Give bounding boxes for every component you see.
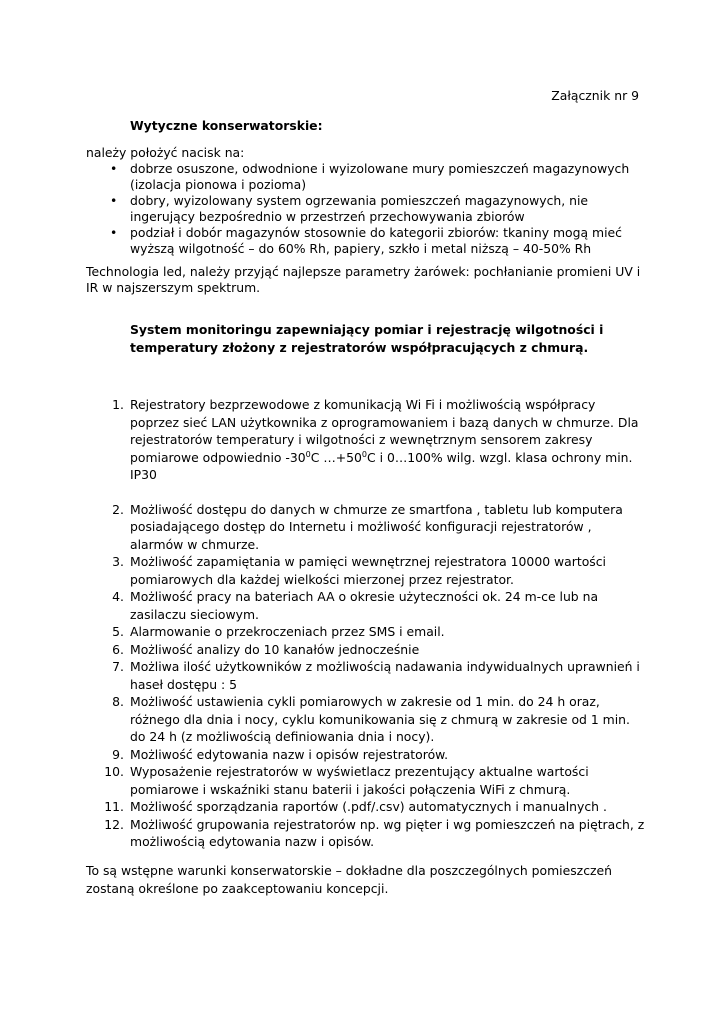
list-number: 11. xyxy=(104,799,124,814)
heading-monitoring: System monitoringu zapewniający pomiar i rejestrację wilgotności i temperatury złożony z rejestratorów współpracujących z chmurą. xyxy=(130,322,604,355)
intro-text: należy położyć nacisk na: xyxy=(86,145,245,160)
list-number: 5. xyxy=(112,624,124,639)
list-item xyxy=(86,641,646,659)
list-text: Możliwość ustawienia cykli pomiarowych w zakresie od 1 min. do 24 h oraz, różnego dla dnia i nocy, cyklu komunikowania się z chmurą w zakresie od 1 min. do 24 h (z możliwością definiowania dnia i nocy). xyxy=(130,694,630,744)
list-item xyxy=(86,501,646,554)
list-item xyxy=(86,588,646,623)
list-number: 3. xyxy=(112,554,124,569)
list-text: Możliwość zapamiętania w pamięci wewnętrznej rejestratora 10000 wartości pomiarowych dla każdej wielkości mierzonej przez rejestrator. xyxy=(130,554,606,587)
list-text: Możliwość pracy na bateriach AA o okresie użyteczności ok. 24 m-ce lub na zasilaczu sieciowym. xyxy=(130,589,599,622)
final-paragraph: To są wstępne warunki konserwatorskie – dokładne dla poszczególnych pomieszczeń zostaną określone po zaakceptowaniu koncepcji. xyxy=(86,863,612,896)
list-text-part: C i 0…100% wilg. wzgl. klasa ochrony min. IP30 xyxy=(130,449,633,482)
list-text: Alarmowanie o przekroczeniach przez SMS i email. xyxy=(130,624,445,639)
list-item xyxy=(86,763,646,798)
annex-label: Załącznik nr 9 xyxy=(551,88,639,103)
led-paragraph: Technologia led, należy przyjąć najlepsze parametry żarówek: pochłanianie promieni UV i IR w najszerszym spektrum. xyxy=(86,264,641,295)
list-item xyxy=(86,746,646,764)
list-number: 9. xyxy=(112,746,124,762)
bullet-marker: • xyxy=(110,225,118,240)
list-text: Możliwość grupowania rejestratorów np. wg pięter i wg pomieszczeń na piętrach, z możliwością edytowania nazw i opisów. xyxy=(130,816,645,849)
bullet-text: dobrze osuszone, odwodnione i wyizolowane mury pomieszczeń magazynowych (izolacja pionowa i pozioma) xyxy=(130,161,630,192)
list-number: 8. xyxy=(112,694,124,709)
list-item xyxy=(86,553,646,588)
list-item xyxy=(86,658,646,693)
list-number: 1. xyxy=(112,397,124,412)
list-text: Możliwość edytowania nazw i opisów rejestratorów. xyxy=(130,746,449,762)
bullet-text: podział i dobór magazynów stosownie do kategorii zbiorów: tkaniny mogą mieć wyższą wilgotność – do 60% Rh, papiery, szkło i metal niższą – 40-50% Rh xyxy=(130,225,622,256)
list-number: 2. xyxy=(112,501,124,517)
bullet-item xyxy=(86,225,646,257)
list-item xyxy=(86,798,646,816)
list-number: 4. xyxy=(112,589,124,604)
list-text xyxy=(130,397,639,482)
list-text-part: Rejestratory bezprzewodowe z komunikacją Wi Fi i możliwością współpracy poprzez sieć LAN użytkownika z oprogramowaniem i bazą danych w chmurze. Dla rejestratorów temperatury i wilgotności z wewnętrznym sensorem zakresy pomiarowe odpowiednio -30 xyxy=(130,397,639,465)
superscript: 0 xyxy=(305,449,311,459)
list-item xyxy=(86,396,646,484)
numbered-list xyxy=(86,396,646,851)
list-text: Możliwość dostępu do danych w chmurze ze smartfona , tabletu lub komputera posiadającego dostęp do Internetu i możliwość konfiguracji rejestratorów , alarmów w chmurze. xyxy=(130,501,623,552)
list-number: 12. xyxy=(104,816,124,832)
bullet-list xyxy=(86,161,646,257)
bullet-marker: • xyxy=(110,161,118,176)
list-number: 7. xyxy=(112,659,124,674)
list-number: 6. xyxy=(112,641,124,657)
heading-guidelines: Wytyczne konserwatorskie: xyxy=(130,118,323,133)
bullet-text: dobry, wyizolowany system ogrzewania pomieszczeń magazynowych, nie ingerujący bezpośrednio w przestrzeń przechowywania zbiorów xyxy=(130,193,589,224)
list-item xyxy=(86,816,646,851)
list-text: Możliwa ilość użytkowników z możliwością nadawania indywidualnych uprawnień i haseł dostępu : 5 xyxy=(130,659,640,692)
bullet-item xyxy=(86,161,646,193)
bullet-item xyxy=(86,193,646,225)
superscript: 0 xyxy=(361,449,367,459)
bullet-marker: • xyxy=(110,193,118,208)
list-text: Możliwość analizy do 10 kanałów jednocześnie xyxy=(130,641,420,657)
list-item xyxy=(86,693,646,746)
list-item xyxy=(86,623,646,641)
list-number: 10. xyxy=(104,764,124,779)
list-text-part: C …+50 xyxy=(310,449,362,465)
list-text: Możliwość sporządzania raportów (.pdf/.csv) automatycznych i manualnych . xyxy=(130,799,607,814)
list-text: Wyposażenie rejestratorów w wyświetlacz prezentujący aktualne wartości pomiarowe i wskaźniki stanu baterii i jakości połączenia WiFi z chmurą. xyxy=(130,764,589,797)
